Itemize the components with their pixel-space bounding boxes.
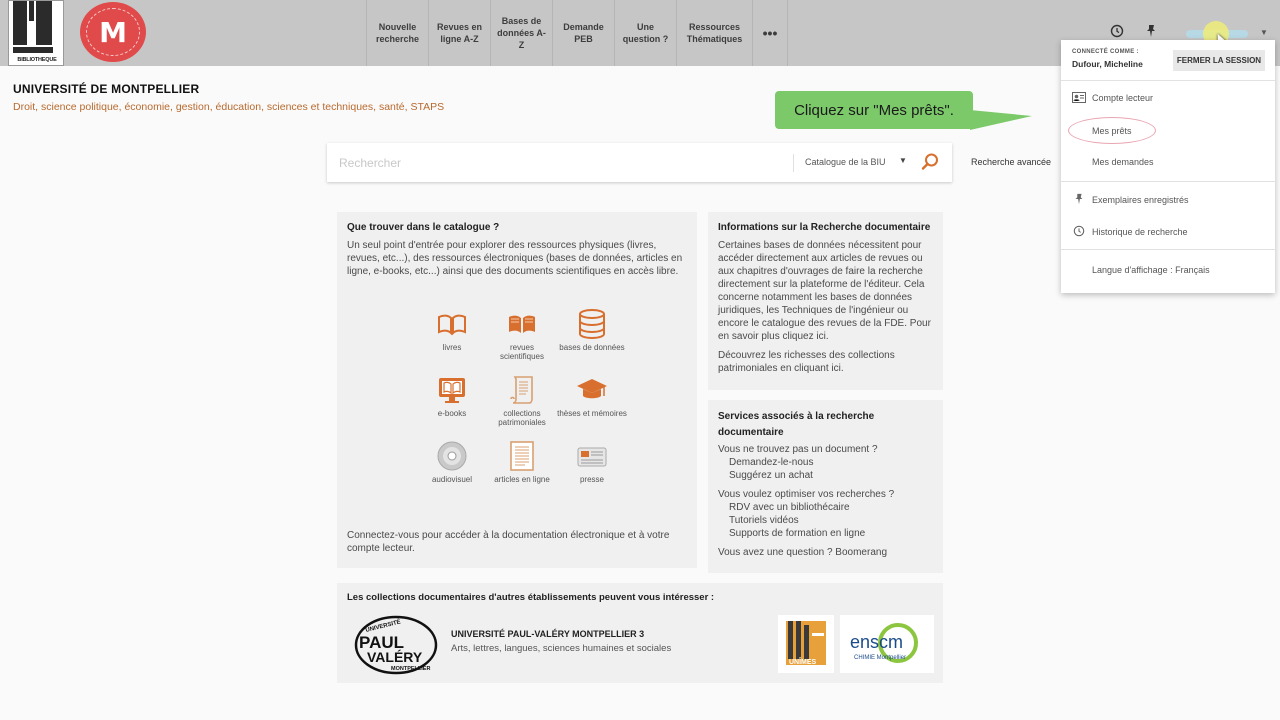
menu-my-requests[interactable]: Mes demandes (1092, 157, 1154, 167)
enscm-logo-text: enscm (850, 632, 904, 652)
nav-databases-az[interactable]: Bases de données A-Z (490, 0, 552, 66)
enscm-logo-subtext: CHIMIE Montpellier (854, 655, 907, 661)
menu-my-loans[interactable]: Mes prêts (1092, 126, 1132, 136)
pin-icon (1072, 193, 1086, 205)
services-title: Services associés à la recherche documentaire (718, 411, 875, 438)
services-card (708, 400, 943, 573)
heritage-collections-text: Découvrez les richesses des collections patrimoniales en cliquant ici. (718, 350, 895, 374)
menu-search-history[interactable]: Historique de recherche (1092, 227, 1188, 237)
catalog-title: Que trouver dans le catalogue ? (347, 222, 500, 233)
search-icon[interactable] (920, 152, 940, 172)
institution-subtitle: Droit, science politique, économie, gestion, éducation, sciences et techniques, santé, STAPS (13, 101, 445, 113)
unimes-logo[interactable] (778, 615, 834, 673)
menu-display-language[interactable]: Langue d'affichage : Français (1092, 265, 1210, 275)
search-bar (327, 143, 952, 182)
resource-label: e-books (437, 409, 467, 418)
journal-icon (506, 308, 538, 340)
boomerang-link[interactable]: Vous avez une question ? Boomerang (718, 547, 888, 558)
pv-logo-line1: PAUL (359, 633, 405, 652)
resource-label: audiovisuel (431, 475, 473, 484)
resource-books[interactable] (417, 308, 487, 352)
research-info-title: Informations sur la Recherche documentaire (718, 222, 931, 233)
institution-title: UNIVERSITÉ DE MONTPELLIER (13, 82, 200, 96)
tutorial-tooltip: Cliquez sur "Mes prêts". (775, 91, 973, 129)
nav-thematic-resources[interactable]: Ressources Thématiques (676, 0, 752, 66)
chevron-down-icon[interactable]: ▼ (1260, 28, 1268, 37)
connected-as-label: CONNECTÉ COMME : (1072, 49, 1139, 55)
video-tutorials-link[interactable]: Tutoriels vidéos (729, 515, 799, 526)
resource-press[interactable] (557, 440, 627, 484)
newspaper-icon (576, 440, 608, 472)
menu-saved-items[interactable]: Exemplaires enregistrés (1092, 195, 1189, 205)
menu-divider (1061, 249, 1275, 250)
resource-heritage-collections[interactable] (487, 374, 557, 427)
menu-reader-account[interactable]: Compte lecteur (1092, 93, 1154, 103)
resource-label: bases de données (559, 343, 625, 352)
nav-journals-az[interactable]: Revues en ligne A-Z (428, 0, 490, 66)
disc-icon (436, 440, 468, 472)
pin-icon[interactable] (1143, 24, 1159, 40)
menu-divider (1061, 181, 1275, 182)
nav-new-search[interactable]: Nouvelle recherche (366, 0, 428, 66)
research-info-text: Certaines bases de données nécessitent pour accéder directement aux articles de revues ou aux chapitres d'ouvrages de faire la recherche directement sur la plateforme de l'éditeur. Cela concerne notamment les bases de données juridiques, les Techniques de l'ingénieur ou encore le catalogue des revues de la FDE. Pour en savoir plus cliquez ici. (718, 240, 931, 342)
nav-more-button[interactable]: ••• (752, 0, 788, 66)
other-institutions-title: Les collections documentaires d'autres établissements peuvent vous intéresser : (347, 592, 715, 603)
advanced-search-link[interactable]: Recherche avancée (971, 157, 1052, 167)
pv-logo-top-text: UNIVERSITÉ (365, 619, 402, 634)
unimes-logo-text: UNÎMES (789, 659, 817, 666)
user-dropdown-menu (1061, 40, 1275, 293)
paul-valery-description: Arts, lettres, langues, sciences humaines et sociales (451, 643, 672, 654)
training-materials-link[interactable]: Supports de formation en ligne (729, 528, 866, 539)
catalog-card (337, 212, 697, 568)
request-document-link[interactable]: Demandez-le-nous (729, 457, 814, 468)
resource-label: articles en ligne (494, 475, 550, 484)
nav-peb-request[interactable]: Demande PEB (552, 0, 614, 66)
database-icon (576, 308, 608, 340)
university-logo[interactable] (80, 2, 146, 62)
paul-valery-logo[interactable] (353, 615, 439, 675)
menu-divider (1061, 80, 1275, 81)
library-logo-caption: BIBLIOTHEQUE (17, 57, 57, 63)
ebook-icon (436, 374, 468, 406)
resource-databases[interactable] (557, 308, 627, 352)
research-info-card (708, 212, 943, 390)
search-divider (793, 154, 794, 172)
pv-logo-line2: VALÉRY (367, 649, 423, 665)
enscm-logo[interactable] (840, 615, 934, 673)
resource-label: collections patrimoniales (498, 409, 546, 427)
resource-ebooks[interactable] (417, 374, 487, 418)
resource-journals[interactable] (487, 308, 557, 361)
caret-down-icon[interactable]: ▼ (899, 156, 907, 165)
suggest-purchase-link[interactable]: Suggérez un achat (729, 470, 813, 481)
resource-audiovisual[interactable] (417, 440, 487, 484)
article-icon (506, 440, 538, 472)
resource-label: thèses et mémoires (557, 409, 627, 418)
pv-logo-bottom-text: MONTPELLIER (391, 666, 431, 672)
resource-theses[interactable] (557, 374, 627, 418)
resource-online-articles[interactable] (487, 440, 557, 484)
other-institutions-card (337, 583, 943, 683)
connect-text: Connectez-vous pour accéder à la documentation électronique et à votre compte lecteur. (347, 530, 670, 554)
graduation-cap-icon (576, 374, 608, 406)
user-name: Dufour, Micheline (1072, 59, 1143, 69)
librarian-appointment-link[interactable]: RDV avec un bibliothécaire (729, 502, 850, 513)
book-icon (436, 308, 468, 340)
tooltip-tail (970, 110, 1032, 130)
nav-question[interactable]: Une question ? (614, 0, 676, 66)
history-icon[interactable] (1109, 24, 1125, 40)
catalog-text: Un seul point d'entrée pour explorer des ressources physiques (livres, revues, etc...), des ressources électroniques (bases de données, articles en ligne, e-books, etc...) ainsi que des documents scientifiques en accès libre. (347, 240, 683, 277)
library-logo[interactable] (8, 0, 64, 66)
my-loans-highlight (1068, 117, 1156, 144)
university-logo-letter: M (99, 15, 127, 49)
history-icon (1072, 225, 1086, 237)
scroll-icon (506, 374, 538, 406)
search-input[interactable] (339, 153, 779, 173)
resource-label: revues scientifiques (499, 343, 545, 361)
id-card-icon (1072, 92, 1086, 104)
paul-valery-name[interactable]: UNIVERSITÉ PAUL-VALÉRY MONTPELLIER 3 (451, 629, 645, 639)
resource-label: presse (579, 475, 604, 484)
search-scope-select[interactable]: Catalogue de la BIU (805, 157, 886, 167)
main-nav (366, 0, 788, 66)
resource-label: livres (442, 343, 462, 352)
services-question: Vous voulez optimiser vos recherches ? (718, 489, 895, 500)
services-question: Vous ne trouvez pas un document ? (718, 444, 878, 455)
logout-button[interactable]: FERMER LA SESSION (1173, 50, 1265, 71)
